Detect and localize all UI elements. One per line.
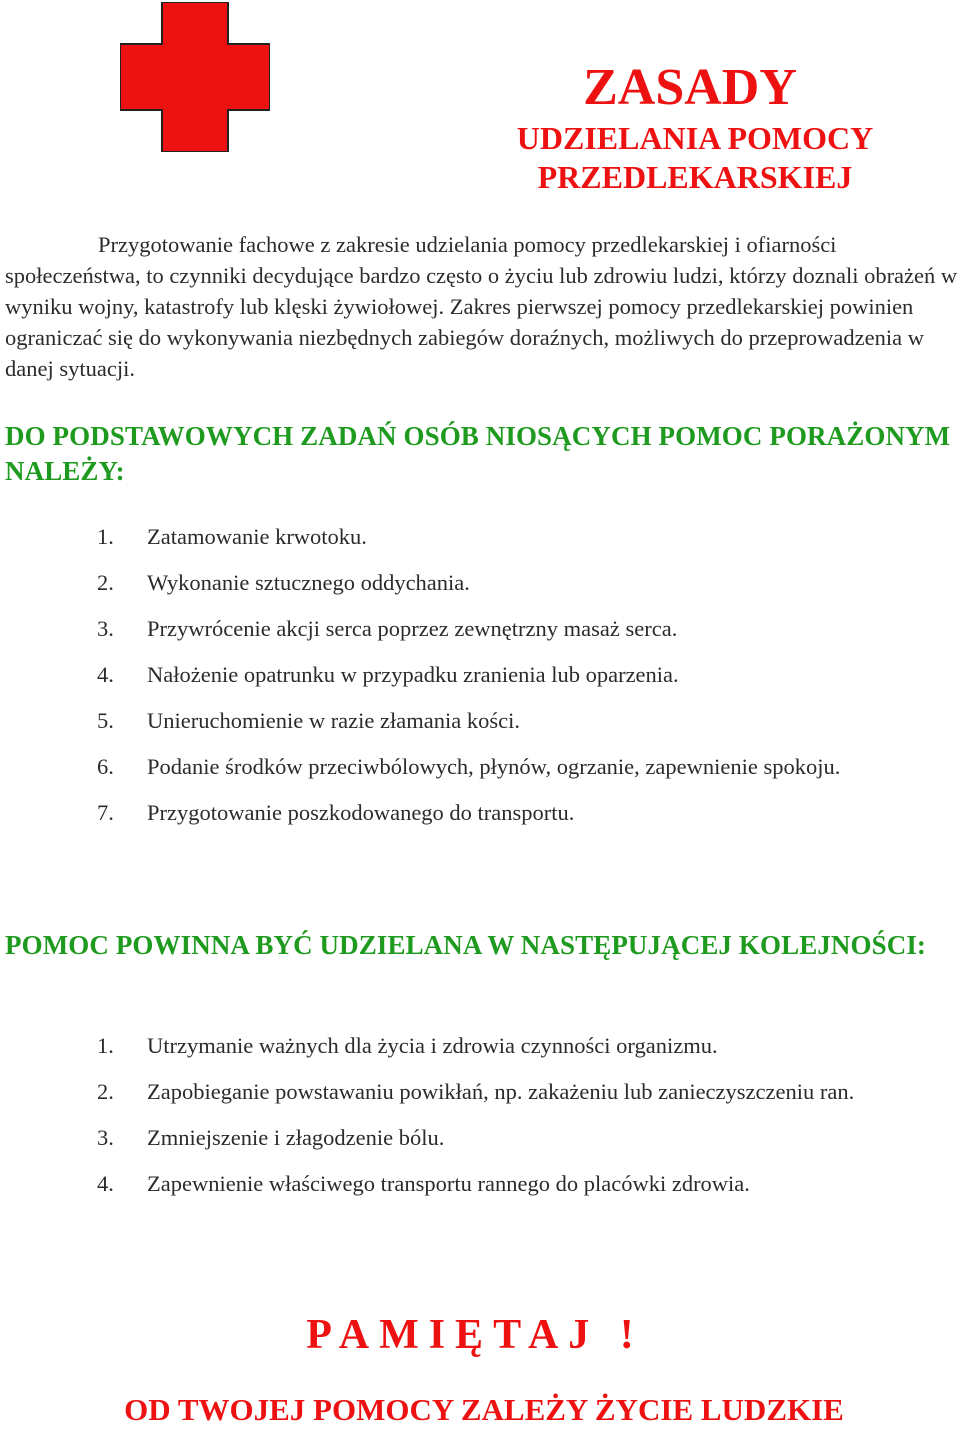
remember-banner: PAMIĘTAJ !: [306, 1312, 644, 1358]
page-subtitle-line2: PRZEDLEKARSKIEJ: [537, 159, 853, 195]
list-item-text: Przywrócenie akcji serca poprzez zewnętrzny masaż serca.: [147, 616, 678, 641]
section2-heading: POMOC POWINNA BYĆ UDZIELANA W NASTĘPUJĄCEJ KOLEJNOŚCI:: [5, 930, 927, 960]
list-item: [0, 606, 947, 652]
red-cross-icon: [120, 2, 270, 152]
list-item-text: Wykonanie sztucznego oddychania.: [147, 570, 470, 595]
list-item-text: Przygotowanie poszkodowanego do transportu.: [147, 800, 575, 825]
intro-paragraph: Przygotowanie fachowe z zakresie udzielania pomocy przedlekarskiej i ofiarności społeczeństwa, to czynniki decydujące bardzo często o życiu lub zdrowiu ludzi, którzy doznali obrażeń w wyniku wojny, katastrofy lub klęski żywiołowej. Zakres pierwszej pomocy przedlekarskiej powinien ograniczać się do wykonywania niezbędnych zabiegów doraźnych, możliwych do przeprowadzenia w danej sytuacji.: [5, 232, 958, 381]
list-item-text: Zapewnienie właściwego transportu rannego do placówki zdrowia.: [147, 1171, 750, 1196]
page-subtitle-line1: UDZIELANIA POMOCY: [516, 120, 874, 156]
list-item-text: Zmniejszenie i złagodzenie bólu.: [147, 1125, 445, 1150]
list-item-number: 3.: [97, 1125, 114, 1150]
list-item-number: 4.: [97, 1171, 114, 1196]
list-item-number: 1.: [97, 1033, 114, 1058]
list-item-number: 5.: [97, 708, 114, 733]
list-item-number: 2.: [97, 570, 114, 595]
list-item-text: Podanie środków przeciwbólowych, płynów, ogrzanie, zapewnienie spokoju.: [147, 754, 841, 779]
list-item-text: Utrzymanie ważnych dla życia i zdrowia czynności organizmu.: [147, 1033, 718, 1058]
list-item: [0, 652, 947, 698]
list-item-number: 2.: [97, 1079, 114, 1104]
list-item-text: Unieruchomienie w razie złamania kości.: [147, 708, 520, 733]
list-item: [0, 514, 947, 560]
list-item: [0, 1023, 947, 1069]
footer-message: OD TWOJEJ POMOCY ZALEŻY ŻYCIE LUDZKIE: [124, 1392, 844, 1427]
list-item-text: Nałożenie opatrunku w przypadku zranienia lub oparzenia.: [147, 662, 679, 687]
list-item-number: 1.: [97, 524, 114, 549]
list-item: [0, 1115, 947, 1161]
list-item-number: 3.: [97, 616, 114, 641]
section2-list: [0, 1023, 960, 1207]
section1-heading: DO PODSTAWOWYCH ZADAŃ OSÓB NIOSĄCYCH POMOC PORAŻONYM NALEŻY:: [5, 421, 951, 486]
list-item-text: Zatamowanie krwotoku.: [147, 524, 367, 549]
list-item: [0, 1161, 947, 1207]
section1-list: [0, 514, 960, 836]
page-title: ZASADY: [583, 59, 797, 116]
list-item-number: 6.: [97, 754, 114, 779]
list-item: [0, 790, 947, 836]
list-item-text: Zapobieganie powstawaniu powikłań, np. zakażeniu lub zanieczyszczeniu ran.: [147, 1079, 855, 1104]
list-item: [0, 744, 947, 790]
list-item-number: 7.: [97, 800, 114, 825]
list-item: [0, 560, 947, 606]
list-item: [0, 1069, 947, 1115]
list-item-number: 4.: [97, 662, 114, 687]
list-item: [0, 698, 947, 744]
